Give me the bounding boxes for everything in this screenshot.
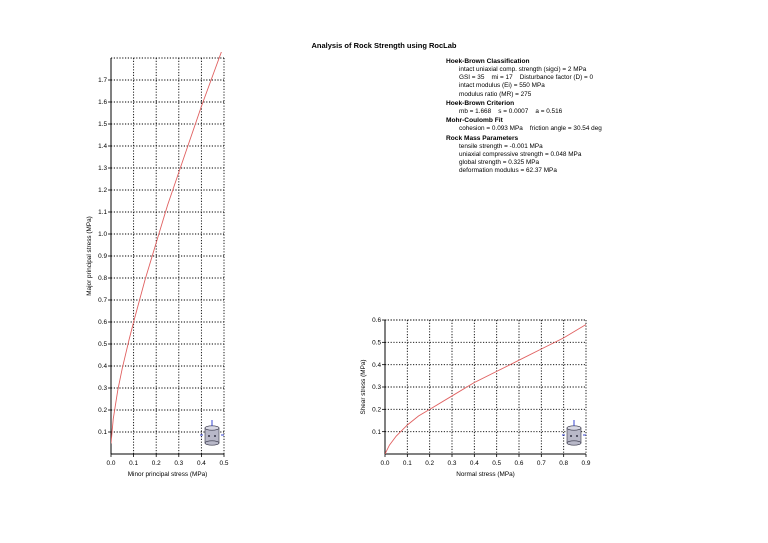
x-tick-label: 0.4 — [196, 460, 206, 467]
parameter-line: tensile strength = -0.001 MPa — [459, 142, 543, 150]
y-tick-label: 0.3 — [372, 384, 381, 392]
section-heading: Rock Mass Parameters — [446, 134, 519, 142]
x-tick-label: 0.5 — [492, 460, 502, 467]
parameter-line: intact modulus (Ei) = 550 MPa — [459, 82, 545, 90]
x-tick-label: 0.0 — [380, 460, 390, 467]
y-tick-label: 0.7 — [98, 297, 107, 305]
y-tick-label: 0.6 — [372, 317, 381, 325]
x-tick-label: 0.0 — [106, 460, 116, 467]
y-tick-label: 1.1 — [98, 209, 107, 217]
x-tick-label: 0.9 — [581, 460, 591, 467]
section-heading: Mohr-Coulomb Fit — [446, 117, 503, 125]
parameter-line: global strength = 0.325 MPa — [459, 158, 540, 166]
x-tick-label: 0.8 — [559, 460, 569, 467]
x-tick-label: 0.1 — [129, 460, 139, 467]
y-tick-label: 0.4 — [372, 361, 381, 369]
x-tick-label: 0.7 — [536, 460, 546, 467]
parameter-line: deformation modulus = 62.37 MPa — [459, 166, 557, 174]
x-tick-label: 0.3 — [174, 460, 184, 467]
y-tick-label: 0.2 — [98, 407, 107, 415]
y-tick-label: 1.2 — [98, 187, 107, 195]
rock-specimen-icon — [562, 420, 586, 445]
y-tick-label: 1.3 — [98, 165, 107, 173]
y-tick-label: 1.4 — [98, 143, 107, 151]
y-tick-label: 1.0 — [98, 231, 107, 239]
parameter-line: intact uniaxial comp. strength (sigci) = 2 MPa — [459, 66, 587, 74]
x-tick-label: 0.2 — [151, 460, 161, 467]
x-axis-label: Normal stress (MPa) — [456, 471, 515, 478]
y-tick-label: 1.5 — [98, 121, 107, 129]
parameter-line: modulus ratio (MR) = 275 — [459, 90, 532, 98]
x-tick-label: 0.2 — [425, 460, 435, 467]
specimen-bottom — [567, 441, 581, 445]
y-axis-label: Shear stress (MPa) — [360, 359, 367, 415]
y-tick-label: 0.4 — [98, 363, 107, 371]
y-tick-label: 0.6 — [98, 319, 107, 327]
report-title: Analysis of Rock Strength using RocLab — [311, 41, 457, 50]
specimen-dot — [570, 435, 572, 437]
x-tick-label: 0.3 — [447, 460, 457, 467]
y-tick-label: 0.1 — [98, 429, 107, 437]
y-tick-label: 0.1 — [372, 428, 381, 436]
failure-envelope-line — [385, 324, 586, 454]
x-tick-label: 0.4 — [469, 460, 479, 467]
y-tick-label: 1.6 — [98, 99, 107, 107]
section-heading: Hoek-Brown Classification — [446, 58, 530, 66]
y-tick-label: 0.5 — [98, 341, 107, 349]
y-tick-label: 0.3 — [98, 385, 107, 393]
x-tick-label: 0.6 — [514, 460, 524, 467]
parameter-line: mb = 1.668 s = 0.0007 a = 0.516 — [459, 107, 563, 115]
y-tick-label: 0.8 — [98, 275, 107, 283]
parameter-line: GSI = 35 mi = 17 Disturbance factor (D) = 0 — [459, 74, 594, 82]
parameter-line: uniaxial compressive strength = 0.048 MPa — [459, 150, 582, 158]
parameter-line: cohesion = 0.093 MPa friction angle = 30.54 deg — [459, 125, 602, 133]
x-tick-label: 0.1 — [402, 460, 412, 467]
specimen-dot — [576, 435, 578, 437]
x-tick-label: 0.5 — [219, 460, 229, 467]
y-tick-label: 0.5 — [372, 339, 381, 347]
y-tick-label: 1.7 — [98, 77, 107, 85]
specimen-top — [567, 426, 581, 430]
x-axis-label: Minor principal stress (MPa) — [127, 471, 208, 478]
y-axis-label: Major principal stress (MPa) — [86, 216, 93, 296]
section-heading: Hoek-Brown Criterion — [446, 99, 515, 107]
y-tick-label: 0.2 — [372, 406, 381, 414]
y-tick-label: 0.9 — [98, 253, 107, 261]
